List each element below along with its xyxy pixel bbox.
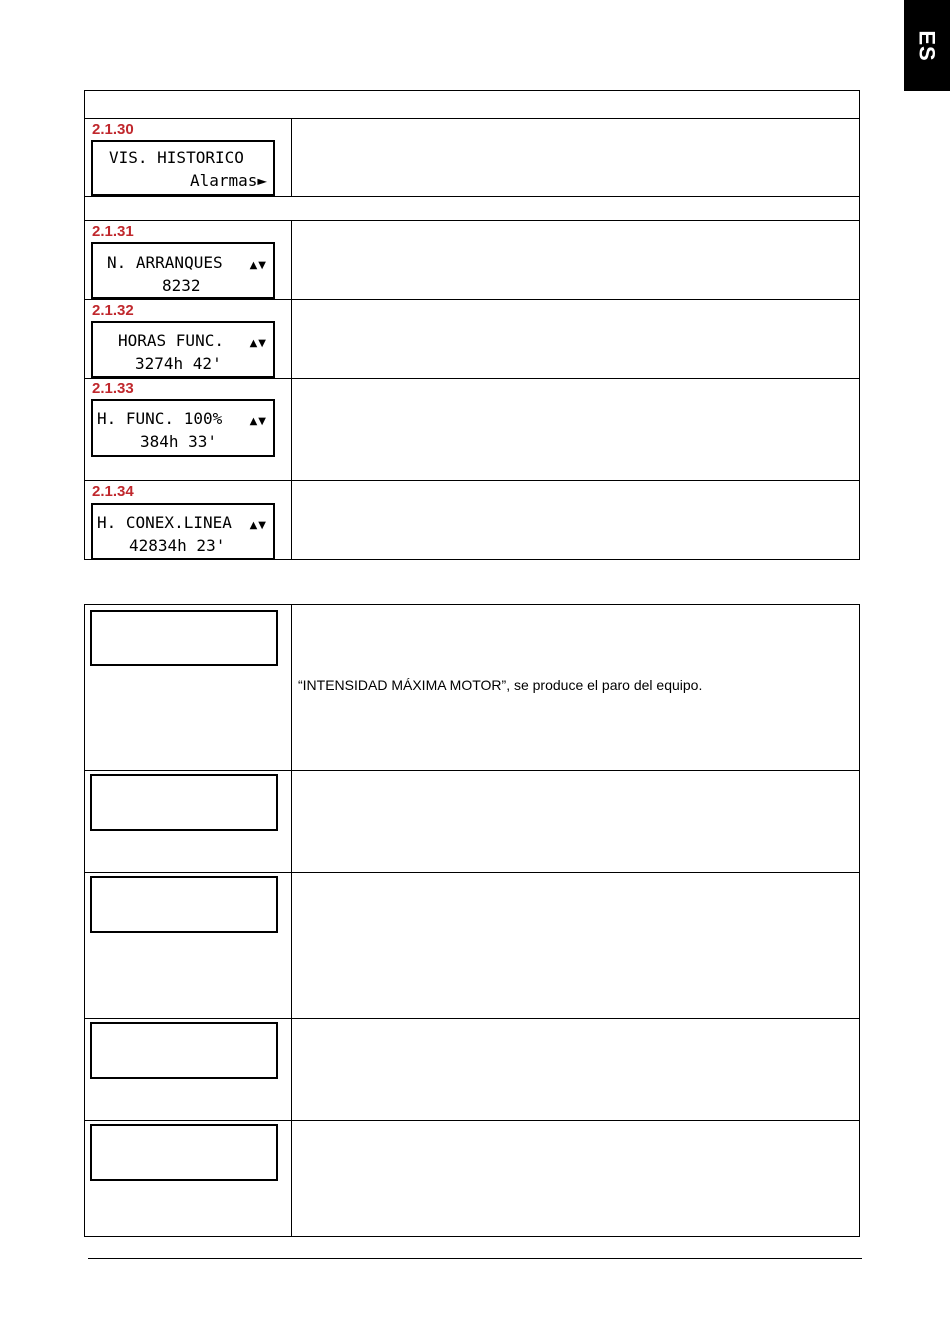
lcd-display-blank bbox=[90, 1124, 278, 1181]
up-down-arrows-icon: ▲▼ bbox=[249, 338, 267, 349]
parameter-code: 2.1.30 bbox=[92, 121, 134, 138]
table-divider bbox=[85, 1018, 859, 1019]
lcd-line-2: 8232 bbox=[162, 276, 201, 295]
lcd-display-line-connection-hours bbox=[91, 503, 275, 560]
table-divider bbox=[85, 118, 859, 119]
lcd-line-1: H. CONEX.LINEA bbox=[97, 513, 232, 532]
table-divider bbox=[85, 872, 859, 873]
table-divider bbox=[85, 480, 859, 481]
footer-divider bbox=[88, 1258, 862, 1259]
lcd-display-blank bbox=[90, 610, 278, 666]
parameter-code: 2.1.31 bbox=[92, 223, 134, 240]
table-divider bbox=[85, 196, 859, 197]
table-divider bbox=[85, 1120, 859, 1121]
parameter-code: 2.1.33 bbox=[92, 380, 134, 397]
parameter-code: 2.1.34 bbox=[92, 483, 134, 500]
lcd-display-starts bbox=[91, 242, 275, 299]
up-down-arrows-icon: ▲▼ bbox=[249, 520, 267, 531]
alarms-table bbox=[84, 604, 860, 1237]
alarm-description: “INTENSIDAD MÁXIMA MOTOR”, se produce el paro del equipo. bbox=[298, 677, 703, 693]
table-divider bbox=[85, 220, 859, 221]
lcd-display-blank bbox=[90, 876, 278, 933]
table-divider bbox=[85, 299, 859, 300]
lcd-display-full-load-hours bbox=[91, 399, 275, 457]
up-down-arrows-icon: ▲▼ bbox=[249, 416, 267, 427]
lcd-line-2: 42834h 23' bbox=[129, 536, 226, 555]
column-divider bbox=[291, 118, 292, 196]
lcd-line-1: VIS. HISTORICO bbox=[109, 148, 244, 167]
table-divider bbox=[85, 770, 859, 771]
language-tab-label: ES bbox=[914, 29, 940, 62]
lcd-line-2: Alarmas► bbox=[189, 171, 267, 190]
history-parameters-table bbox=[84, 90, 860, 560]
lcd-line-2: 384h 33' bbox=[140, 432, 218, 451]
lcd-line-1: N. ARRANQUES bbox=[107, 253, 223, 272]
lcd-line-1: HORAS FUNC. bbox=[118, 331, 224, 350]
up-down-arrows-icon: ▲▼ bbox=[249, 260, 267, 271]
language-tab bbox=[904, 0, 950, 91]
lcd-display-blank bbox=[90, 1022, 278, 1079]
lcd-display-blank bbox=[90, 774, 278, 831]
lcd-line-1: H. FUNC. 100% bbox=[97, 409, 223, 428]
column-divider bbox=[291, 220, 292, 560]
parameter-code: 2.1.32 bbox=[92, 302, 134, 319]
lcd-display-history bbox=[91, 140, 275, 196]
column-divider bbox=[291, 605, 292, 1236]
lcd-display-operating-hours bbox=[91, 321, 275, 378]
lcd-line-2: 3274h 42' bbox=[135, 354, 222, 373]
table-divider bbox=[85, 378, 859, 379]
